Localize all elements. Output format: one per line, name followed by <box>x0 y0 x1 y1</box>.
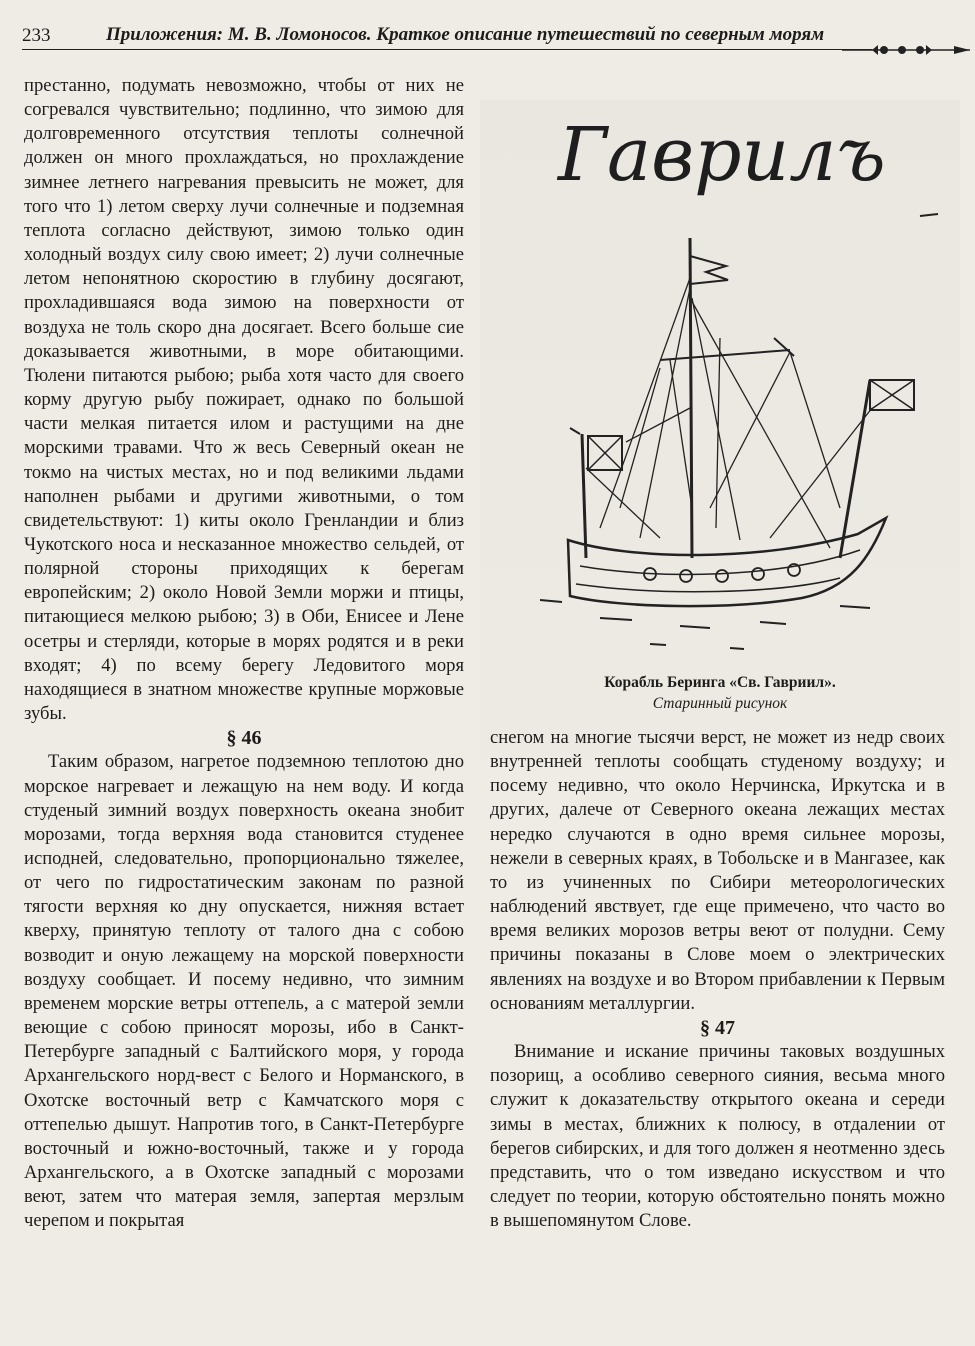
pennant <box>690 256 728 284</box>
stern-mast <box>582 434 586 558</box>
hull-plank-line-lower <box>576 578 840 592</box>
left-column <box>24 74 464 1234</box>
right-column <box>490 726 945 1233</box>
hull <box>568 518 886 606</box>
main-mast <box>690 238 692 558</box>
page-number: 233 <box>22 25 51 46</box>
ornament-icon <box>842 36 972 64</box>
section-46-heading: § 46 <box>226 727 262 750</box>
ship-illustration <box>540 88 950 688</box>
caption-title: Корабль Беринга «Св. Гавриил». <box>604 674 836 691</box>
section-47-heading: § 47 <box>700 1016 735 1039</box>
bowsprit-mast <box>840 380 870 558</box>
header-rule <box>22 49 872 50</box>
running-head <box>22 20 952 56</box>
rigging-lines <box>586 278 872 548</box>
ink-mark <box>920 214 938 216</box>
caption-subtitle: Старинный рисунок <box>652 695 788 712</box>
stern-spar <box>570 428 580 434</box>
running-title: Приложения: М. В. Ломоносов. Краткое описание путешествий по северным морям <box>106 24 825 45</box>
left-paragraph-1: престанно, подумать невозможно, чтобы от них не согревался чувствительно; подлинно, что зимою для долговременного отсутствия теплоты солнечной должен он много прохлаждаться, но прохлаждение зимнее летнего нагревания превысить не может, для того что 1) летом сверху лучи солнечные и подземная теплота согласно действуют, зимою только один холодный воздух силу свою имеет; 2) лучи солнечные летом непонятною скоростию в глубину досягают, прохладившаяся вода зимою на поверхности от воздуха не толь скоро дна досягает. Всего больше сие доказывается животными, в море обитающими. Тюлени питаются рыбою; рыба хотя часто для своего корму другую рыбу пожирает, однако по большой части мелкая питается илом и растущими на дне морскими травами. Что ж весь Северный океан не токмо на чистых местах, но и под великими льдами наполнен рыбами и другими животными, о том свидетельствуют: 1) киты около Гренландии и близ Чукотского носа и несказанное множество сельдей, от полярной стороны приходящих к берегам европейским; 2) около Новой Земли моржи и птицы, питающиеся мелкою рыбою; 3) в Оби, Енисее и Лене осетры и стерляди, которые в морях родятся и в реки входят; 4) по всему берегу Ледовитого моря находящиеся в знатном множестве крупные моржовые зубы. <box>24 75 464 725</box>
ship-name-label: Гаврилъ <box>558 112 886 198</box>
yard-arm <box>660 350 790 360</box>
left-paragraph-2: Таким образом, нагретое подземною теплотою дно морское нагревает и лежащую на нем воду. И когда студеный зимний воздух поверхность океана знобит морозами, тогда верхняя вода становится студенее исподней, следовательно, пропорционально тяжелее, от чего по гидростатическим законам по разной тягости верхняя ко дну опускается, нижняя встает кверху, принятую теплоту от талого дна с собою возводит и оную лежащему на морской поверхности воздуху сообщает. И посему недивно, что зимним временем морские ветры оттепель, а с матерой земли веющие с собою приносят морозы, ибо в Санкт-Петербурге западный с Балтийского моря, у города Архангельского норд-вест с Белого и Норманского, в Охотске восточный ветр с Камчатского моря с оттепелью дышут. Напротив того, в Санкт-Петербурге восточный и южно-восточный, также и у города Архангельского, а в Охотске западный с морозами веют, затем что матерая земля, запертая мерзлым черепом и покрытая <box>24 751 464 1232</box>
right-paragraph-1: снегом на многие тысячи верст, не может из недр своих внутренней теплоты сообщать студеному воздуху; и посему недивно, что около Нерчинска, Иркутска и в других, далече от Северного океана лежащих местах нередко случаются в одно время сильнее морозы, нежели в северных краях, в Тобольске и в Мангазее, как то из учиненных по Сибири метеорологических наблюдений явствует, где еще примечено, что часто во время великих морозов ветры веют от полудни. Сему причины показаны в Слове моем о электрических явлениях на воздухе и во Втором прибавлении к Первым основаниям металлургии. <box>490 727 945 1014</box>
waves <box>540 600 870 649</box>
figure-caption <box>500 672 940 714</box>
right-paragraph-2: Внимание и искание причины таковых воздушных позорищ, а особливо северного сияния, весьма много служит к доказательству открытого океана и середи зимы в местах, ближних к полюсу, в отдалении от берегов сибирских, и для того должен я неотменно здесь представить, что о том изведано искусством и что следует по теории, которую обстоятельно понять можно в вышепомянутом Слове. <box>490 1041 945 1232</box>
